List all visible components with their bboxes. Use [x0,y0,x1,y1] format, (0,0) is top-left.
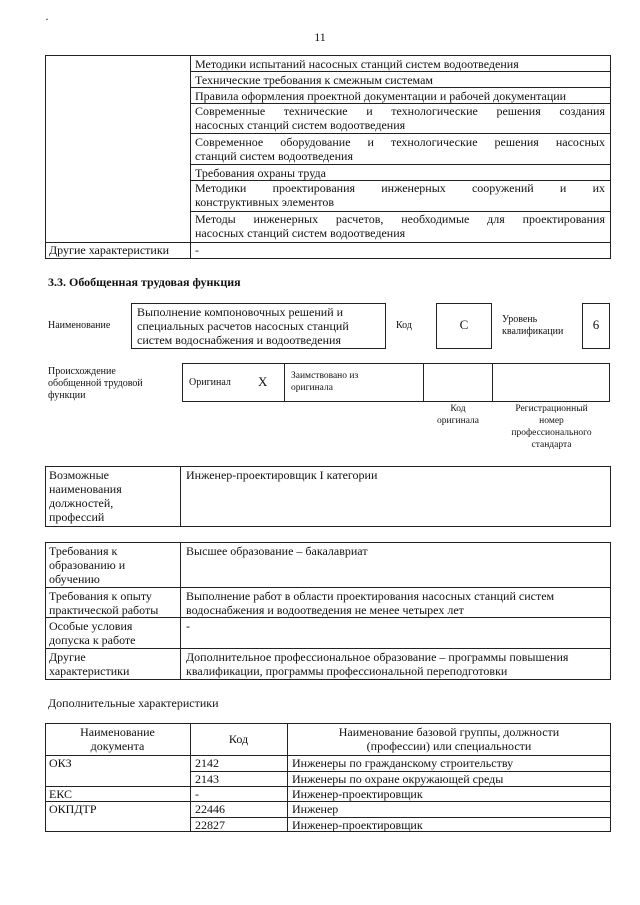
name-line: систем водоснабжения и водоотведения [137,333,341,347]
knowledge-item-cont: насосных станций систем водоотведения [195,118,406,132]
table-row-code: 2143 [195,772,219,786]
education-value: Высшее образование – бакалавриат [186,544,368,558]
knowledge-item: Современное оборудование и технологические решения насосных [195,135,605,149]
code-label: Код [396,320,412,331]
additional-title: Дополнительные характеристики [48,696,219,710]
header-code: Код [228,732,249,746]
positions-value: Инженер-проектировщик I категории [186,468,378,482]
positions-label: Возможные [49,468,109,482]
table-row-code: 2142 [195,756,219,770]
other-value: Дополнительное профессиональное образование – программы повышения [186,650,569,664]
table-row-doc: ОКПДТР [49,802,97,816]
reg-number-label-cont: профессионального [511,428,592,438]
table-row-title: Инженер-проектировщик [292,787,423,801]
experience-label-cont: практической работы [49,603,159,617]
positions-label-cont: наименования [49,482,122,496]
knowledge-item: Современные технические и технологические решения создания [195,104,605,118]
knowledge-item: Методики испытаний насосных станций систем водоотведения [195,57,519,71]
borrowed-label-cont: оригинала [291,383,333,393]
other-label-cont: характеристики [49,664,130,678]
positions-label-cont: должностей, [49,496,114,510]
other-value-cont: квалификации, программы профессиональной переподготовки [186,664,508,678]
table-row-code: 22827 [195,818,225,832]
special-conditions-label: Особые условия [49,619,133,633]
origin-label: Происхождение [48,366,116,377]
level-value: 6 [592,317,600,332]
knowledge-item: Требования охраны труда [195,166,326,180]
reg-number-label-cont: номер [539,416,564,426]
education-label: Требования к [49,544,118,558]
level-label-cont: квалификации [502,326,564,337]
reg-number-label-cont: стандарта [531,440,572,450]
table-row-code: 22446 [195,802,225,816]
knowledge-item-cont: конструктивных элементов [195,195,335,209]
header-doc-name: Наименование [80,725,155,739]
header-group-name: Наименование базовой группы, должности [338,725,560,739]
special-conditions-value: - [186,619,190,633]
knowledge-item: Правила оформления проектной документации и рабочей документации [195,89,567,103]
name-label: Наименование [48,320,111,331]
table-row-title: Инженеры по охране окружающей среды [292,772,504,786]
header-doc-name-cont: документа [90,739,145,753]
level-label: Уровень [502,314,538,325]
header-group-name-cont: (профессии) или специальности [366,739,532,753]
reg-number-label: Регистрационный [515,404,588,414]
code-value: C [459,317,469,332]
other-characteristics-value: - [195,243,199,257]
education-label-cont: образованию и [49,558,126,572]
experience-value-cont: водоснабжения и водоотведения не менее четырех лет [186,603,464,617]
origin-label-cont: обобщенной трудовой [48,378,143,389]
name-line: Выполнение компоновочных решений и [137,305,344,319]
special-conditions-label-cont: допуска к работе [49,633,136,647]
table-row-doc: ОКЗ [49,756,72,770]
table-row-title: Инженер [292,802,339,816]
experience-label: Требования к опыту [49,589,152,603]
knowledge-item: Методы инженерных расчетов, необходимые для проектирования [195,212,605,226]
other-characteristics-label: Другие характеристики [49,243,170,257]
knowledge-item: Методики проектирования инженерных сооружений и их [195,181,605,195]
knowledge-item: Технические требования к смежным системам [195,73,433,87]
code-original-label-cont: оригинала [437,416,479,426]
corner-mark: · [45,12,49,26]
knowledge-item-cont: станций систем водоотведения [195,149,353,163]
education-label-cont: обучению [49,572,100,586]
borrowed-label: Заимствовано из [291,371,359,381]
experience-value: Выполнение работ в области проектирования насосных станций систем [186,589,555,603]
page-number: 11 [314,30,326,44]
origin-label-cont: функции [48,390,86,401]
other-label: Другие [49,650,86,664]
table-row-title: Инженер-проектировщик [292,818,423,832]
original-label: Оригинал [189,377,231,388]
table-row-doc: ЕКС [49,787,73,801]
name-line: специальных расчетов насосных станций [137,319,349,333]
table-row-title: Инженеры по гражданскому строительству [292,756,514,770]
table-row-code: - [195,787,199,801]
knowledge-item-cont: насосных станций систем водоотведения [195,226,406,240]
positions-label-cont: профессий [49,510,105,524]
code-original-label: Код [450,404,466,414]
original-mark: X [258,374,268,389]
section-title: 3.3. Обобщенная трудовая функция [48,275,241,289]
